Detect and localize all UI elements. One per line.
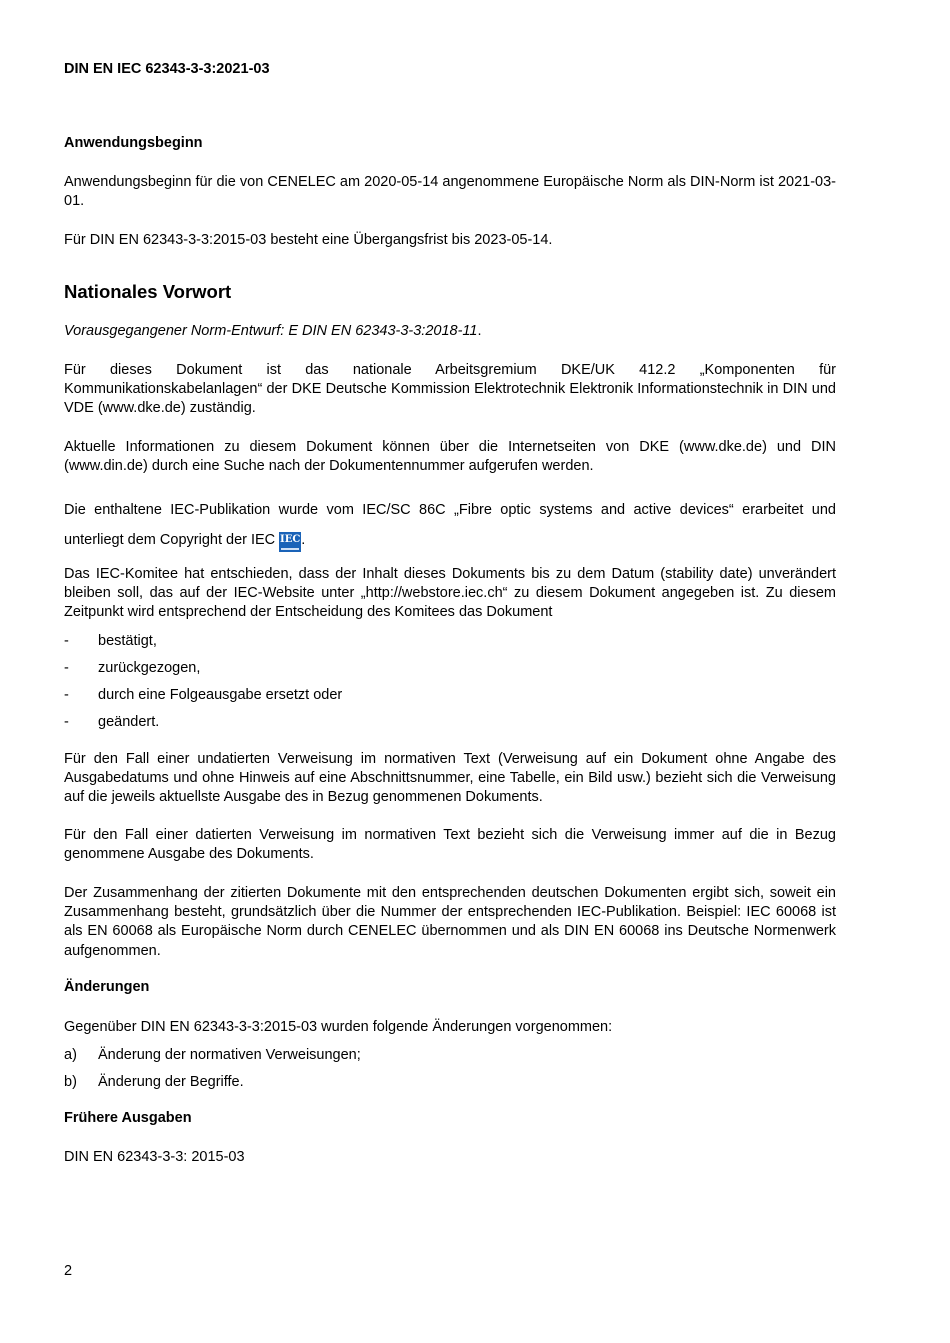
- list-marker: b): [64, 1074, 77, 1090]
- list-marker: -: [64, 633, 69, 649]
- list-item-text: bestätigt,: [98, 633, 157, 649]
- heading-anwendungsbeginn: Anwendungsbeginn: [64, 135, 203, 151]
- paragraph-iec-publikation: [64, 495, 836, 555]
- iec-publikation-text: Die enthaltene IEC-Publikation wurde vom IEC/SC 86C „Fibre optic systems and active devices“ erarbeitet und unterliegt dem Copyright der IEC: [64, 502, 836, 548]
- list-item: [64, 713, 159, 732]
- list-marker: -: [64, 687, 69, 703]
- iec-publikation-period: .: [301, 532, 306, 548]
- list-item: [64, 686, 342, 705]
- list-item-text: geändert.: [98, 714, 160, 730]
- paragraph-anwendungsbeginn: Anwendungsbeginn für die von CENELEC am 2020-05-14 angenommene Europäische Norm als DIN-Norm ist 2021-03-01.: [64, 174, 836, 210]
- norm-entwurf-text: Vorausgegangener Norm-Entwurf: E DIN EN 62343-3-3:2018-11: [64, 323, 478, 339]
- paragraph-datierte-verweisung: Für den Fall einer datierten Verweisung im normativen Text bezieht sich die Verweisung immer auf die in Bezug genommene Ausgabe des Dokuments.: [64, 827, 836, 863]
- heading-fruehere-ausgaben: Frühere Ausgaben: [64, 1110, 192, 1126]
- section-title-nationales-vorwort: Nationales Vorwort: [64, 281, 232, 302]
- list-item-text: Änderung der normativen Verweisungen;: [98, 1047, 361, 1063]
- list-item: [64, 632, 157, 651]
- paragraph-norm-entwurf: [64, 322, 836, 341]
- paragraph-undatierte-verweisung: Für den Fall einer undatierten Verweisung im normativen Text (Verweisung auf ein Dokument ohne Angabe des Ausgabedatums und ohne Hinweis auf eine Abschnittsnummer, eine Tabelle, ein Bild usw.) bezieht sich die Verweisung auf die jeweils aktuellste Ausgabe des in Bezug genommenen Dokuments.: [64, 751, 836, 806]
- document-id: DIN EN IEC 62343-3-3:2021-03: [64, 61, 270, 77]
- paragraph-fruehere-ausgaben: DIN EN 62343-3-3: 2015-03: [64, 1149, 245, 1165]
- norm-entwurf-period: .: [477, 323, 482, 339]
- paragraph-stability-date: Das IEC-Komitee hat entschieden, dass der Inhalt dieses Dokuments bis zu dem Datum (stability date) unverändert bleiben soll, das auf der IEC-Website unter „http://webstore.iec.ch“ zu diesem Dokument angegeben ist. Zu diesem Zeitpunkt wird entsprechend der Entscheidung des Komitees das Dokument: [64, 566, 836, 621]
- paragraph-uebergangsfrist: Für DIN EN 62343-3-3:2015-03 besteht eine Übergangsfrist bis 2023-05-14.: [64, 232, 553, 248]
- paragraph-arbeitsgremium: Für dieses Dokument ist das nationale Arbeitsgremium DKE/UK 412.2 „Komponenten für Kommunikationskabelanlagen“ der DKE Deutsche Kommission Elektrotechnik Elektronik Informationstechnik in DIN und VDE (www.dke.de) zuständig.: [64, 362, 836, 417]
- list-marker: -: [64, 714, 69, 730]
- paragraph-aenderungen-intro: Gegenüber DIN EN 62343-3-3:2015-03 wurden folgende Änderungen vorgenommen:: [64, 1019, 613, 1035]
- list-marker: a): [64, 1047, 77, 1063]
- heading-aenderungen: Änderungen: [64, 979, 150, 995]
- list-marker: -: [64, 660, 69, 676]
- list-item-text: Änderung der Begriffe.: [98, 1074, 244, 1090]
- list-item-text: zurückgezogen,: [98, 660, 201, 676]
- iec-logo-icon: IEC: [279, 532, 301, 552]
- list-item: [64, 1046, 361, 1065]
- list-item: [64, 659, 200, 678]
- page-number: 2: [64, 1263, 73, 1279]
- paragraph-zusammenhang: Der Zusammenhang der zitierten Dokumente mit den entsprechenden deutschen Dokumenten ergibt sich, soweit ein Zusammenhang besteht, grundsätzlich über die Nummer der entsprechenden IEC-Publikation. Beispiel: IEC 60068 ist als EN 60068 als Europäische Norm durch CENELEC übernommen und als DIN EN 60068 ins Deutsche Normenwerk aufgenommen.: [64, 885, 836, 959]
- paragraph-aktuelle-informationen: Aktuelle Informationen zu diesem Dokument können über die Internetseiten von DKE (www.dke.de) und DIN (www.din.de) durch eine Suche nach der Dokumentennummer aufgerufen werden.: [64, 439, 836, 475]
- list-item-text: durch eine Folgeausgabe ersetzt oder: [98, 687, 343, 703]
- list-item: [64, 1073, 244, 1092]
